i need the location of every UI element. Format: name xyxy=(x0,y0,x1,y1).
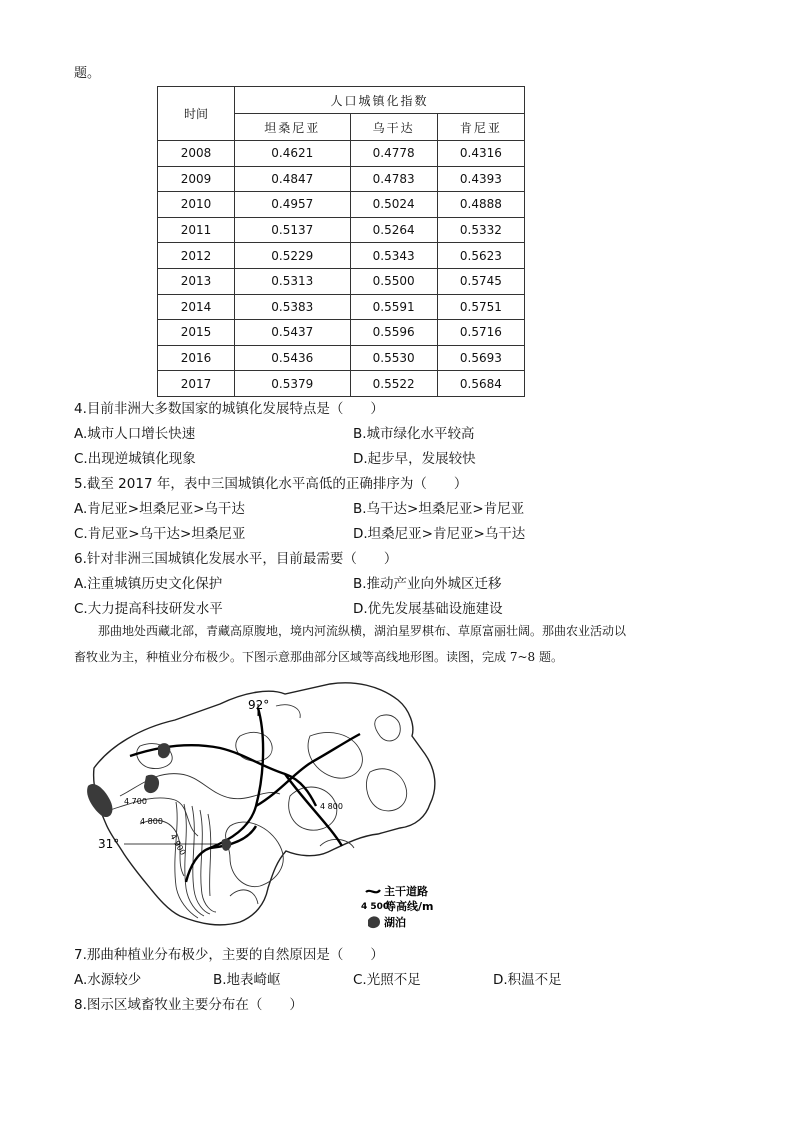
year-cell: 2008 xyxy=(158,141,235,167)
lake xyxy=(144,775,159,793)
q6-option-a: A.注重城镇历史文化保护 xyxy=(74,576,223,592)
index-value-cell: 0.5264 xyxy=(350,217,437,243)
main-road xyxy=(130,745,316,806)
index-value-cell: 0.4621 xyxy=(235,141,351,167)
q5-option-d: D.坦桑尼亚>肯尼亚>乌干达 xyxy=(353,526,526,542)
question-4-stem: 4.目前非洲大多数国家的城镇化发展特点是（ ） xyxy=(74,401,384,417)
index-value-cell: 0.4393 xyxy=(437,166,524,192)
index-value-cell: 0.5313 xyxy=(235,268,351,294)
table-row xyxy=(158,371,525,397)
question-6-stem: 6.针对非洲三国城镇化发展水平，目前最需要（ ） xyxy=(74,551,398,567)
index-value-cell: 0.4778 xyxy=(350,141,437,167)
urbanization-table xyxy=(157,86,525,397)
table-row xyxy=(158,141,525,167)
index-value-cell: 0.5137 xyxy=(235,217,351,243)
country-header: 坦桑尼亚 xyxy=(235,114,351,141)
q4-option-d: D.起步早，发展较快 xyxy=(353,451,476,467)
q6-option-d: D.优先发展基础设施建设 xyxy=(353,601,503,617)
table-row xyxy=(158,268,525,294)
road-legend-label: 主干道路 xyxy=(384,885,428,898)
index-value-cell: 0.4316 xyxy=(437,141,524,167)
index-value-cell: 0.5596 xyxy=(350,320,437,346)
q7-option-b: B.地表崎岖 xyxy=(213,972,281,988)
q6-option-c: C.大力提高科技研发水平 xyxy=(74,601,223,617)
latitude-label: 31° xyxy=(98,837,120,851)
q6-option-b: B.推动产业向外城区迁移 xyxy=(353,576,502,592)
lake-legend-label: 湖泊 xyxy=(384,916,406,929)
index-value-cell: 0.5500 xyxy=(350,268,437,294)
year-cell: 2011 xyxy=(158,217,235,243)
year-cell: 2009 xyxy=(158,166,235,192)
index-value-cell: 0.4888 xyxy=(437,192,524,218)
q4-option-c: C.出现逆城镇化现象 xyxy=(74,451,196,467)
contour-label: 4 700 xyxy=(124,797,147,806)
table-row xyxy=(158,192,525,218)
table-row xyxy=(158,320,525,346)
passage-line-1: 那曲地处西藏北部，青藏高原腹地，境内河流纵横，湖泊星罗棋布、草原富丽壮阔。那曲农业活动以 xyxy=(98,624,627,638)
year-cell: 2016 xyxy=(158,345,235,371)
contour-label: 4 800 xyxy=(140,817,163,826)
index-value-cell: 0.5229 xyxy=(235,243,351,269)
lake xyxy=(87,784,112,817)
time-header: 时间 xyxy=(158,87,235,141)
country-header: 肯尼亚 xyxy=(437,114,524,141)
lake xyxy=(222,839,232,851)
index-value-cell: 0.5437 xyxy=(235,320,351,346)
lake xyxy=(158,743,170,758)
lead-fragment: 题。 xyxy=(74,66,101,81)
road-legend-symbol xyxy=(366,890,380,892)
lake-legend-symbol xyxy=(368,916,380,928)
index-value-cell: 0.5684 xyxy=(437,371,524,397)
table-row xyxy=(158,217,525,243)
q4-option-a: A.城市人口增长快速 xyxy=(74,426,196,442)
year-cell: 2012 xyxy=(158,243,235,269)
index-value-cell: 0.5436 xyxy=(235,345,351,371)
index-value-cell: 0.5522 xyxy=(350,371,437,397)
q7-option-c: C.光照不足 xyxy=(353,972,421,988)
index-value-cell: 0.5751 xyxy=(437,294,524,320)
longitude-label: 92° xyxy=(248,698,270,712)
index-value-cell: 0.4783 xyxy=(350,166,437,192)
index-value-cell: 0.5383 xyxy=(235,294,351,320)
year-cell: 2013 xyxy=(158,268,235,294)
urbanization-index-header: 人口城镇化指数 xyxy=(235,87,525,114)
contour-label: 4 900 xyxy=(168,832,188,857)
year-cell: 2015 xyxy=(158,320,235,346)
q7-option-d: D.积温不足 xyxy=(493,972,562,988)
map-legend xyxy=(361,884,433,929)
index-value-cell: 0.5591 xyxy=(350,294,437,320)
contour-legend-label: 等高线/m xyxy=(385,900,434,913)
q7-option-a: A.水源较少 xyxy=(74,972,142,988)
question-8-stem: 8.图示区域畜牧业主要分布在（ ） xyxy=(74,997,303,1013)
contour-legend-sample: 4 500 xyxy=(361,902,390,912)
index-value-cell: 0.5716 xyxy=(437,320,524,346)
year-cell: 2017 xyxy=(158,371,235,397)
passage xyxy=(74,618,734,670)
index-value-cell: 0.4957 xyxy=(235,192,351,218)
index-value-cell: 0.5024 xyxy=(350,192,437,218)
question-7-stem: 7.那曲种植业分布极少，主要的自然原因是（ ） xyxy=(74,947,384,963)
contour-label: 4 800 xyxy=(320,802,343,811)
table-row xyxy=(158,345,525,371)
q5-option-b: B.乌干达>坦桑尼亚>肯尼亚 xyxy=(353,501,525,517)
q4-option-b: B.城市绿化水平较高 xyxy=(353,426,475,442)
question-5-stem: 5.截至 2017 年，表中三国城镇化水平高低的正确排序为（ ） xyxy=(74,476,468,492)
passage-line-2: 畜牧业为主，种植业分布极少。下图示意那曲部分区域等高线地形图。读图，完成 7~8 题。 xyxy=(74,650,563,664)
index-value-cell: 0.5623 xyxy=(437,243,524,269)
year-cell: 2010 xyxy=(158,192,235,218)
index-value-cell: 0.4847 xyxy=(235,166,351,192)
index-value-cell: 0.5343 xyxy=(350,243,437,269)
year-cell: 2014 xyxy=(158,294,235,320)
index-value-cell: 0.5693 xyxy=(437,345,524,371)
table-row xyxy=(158,294,525,320)
index-value-cell: 0.5530 xyxy=(350,345,437,371)
q5-option-a: A.肯尼亚>坦桑尼亚>乌干达 xyxy=(74,501,245,517)
table-row xyxy=(158,166,525,192)
main-road xyxy=(186,708,263,882)
contour-map xyxy=(80,676,460,938)
index-value-cell: 0.5745 xyxy=(437,268,524,294)
table-row xyxy=(158,243,525,269)
country-header: 乌干达 xyxy=(350,114,437,141)
q5-option-c: C.肯尼亚>乌干达>坦桑尼亚 xyxy=(74,526,246,542)
index-value-cell: 0.5379 xyxy=(235,371,351,397)
index-value-cell: 0.5332 xyxy=(437,217,524,243)
